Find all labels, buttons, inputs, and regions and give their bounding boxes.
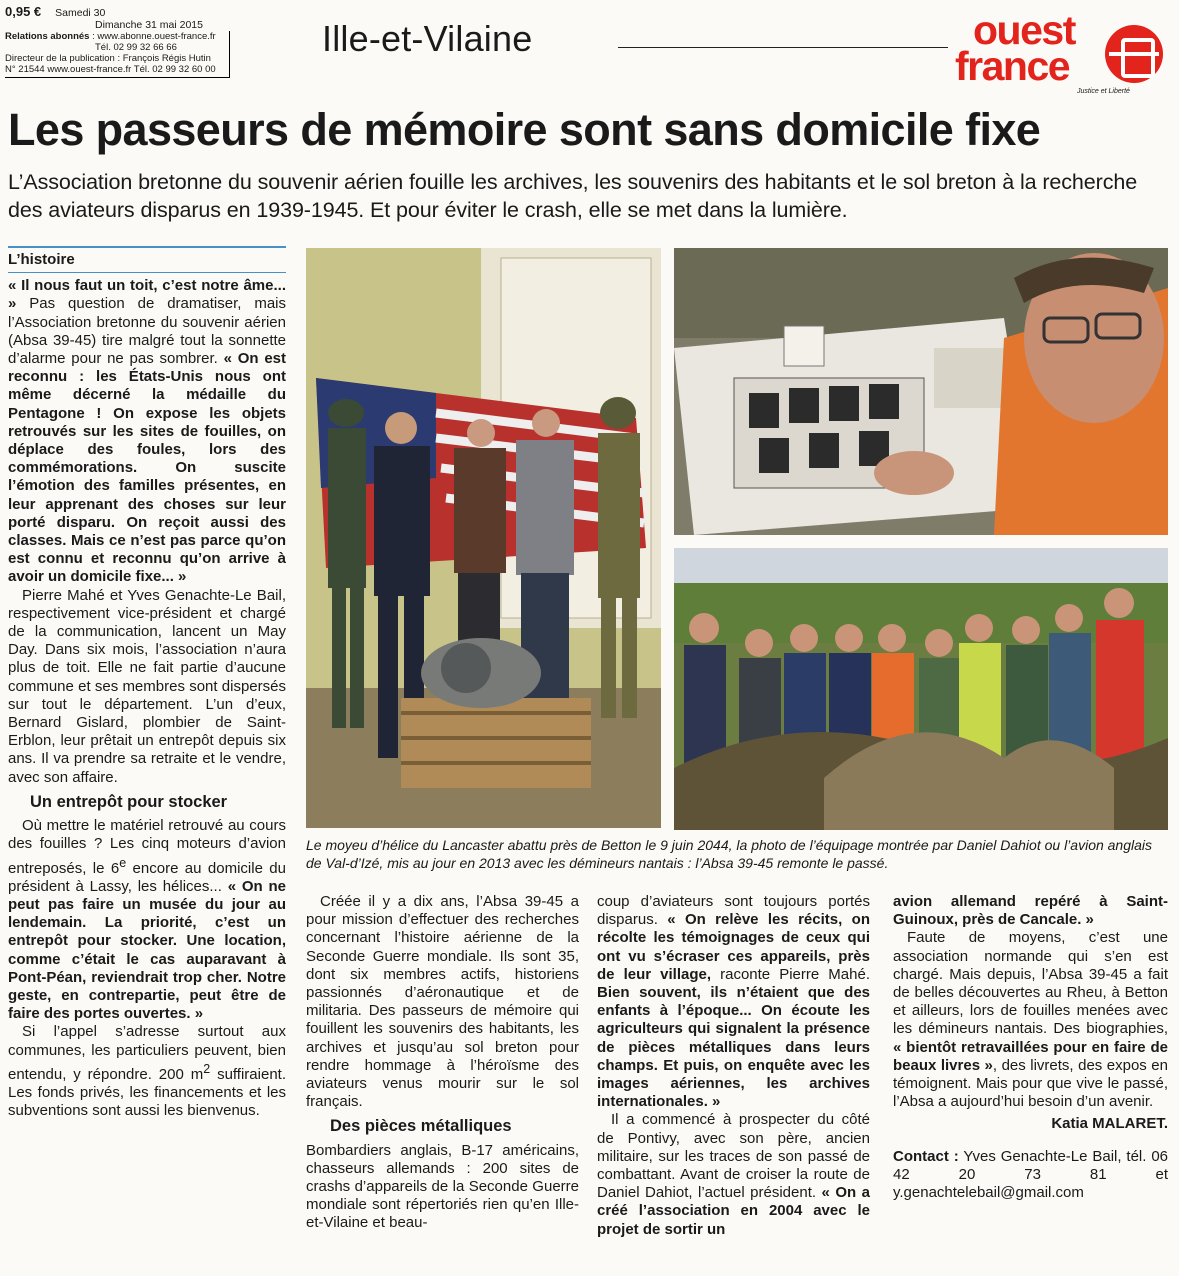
lead-paragraph: L’Association bretonne du souvenir aérien fouille les archives, les souvenirs des habitants et le sol breton à la recherche des aviateurs disparus en 1939-1945. Et pour éviter le crash, elle se met dans la lumière.: [8, 170, 1138, 222]
logo-word-ouest: ouest: [973, 7, 1075, 53]
col3-paragraph-2: Il a commencé à prospecter du côté de Pontivy, avec son père, ancien militaire, sur les traces de son passé de combattant. Avant de croiser la route de Daniel Dahiot, l’actuel président. « On a créé l’association en 2004 avec le projet de sortir un: [597, 1111, 870, 1238]
photo-caption: Le moyeu d’hélice du Lancaster abattu près de Betton le 9 juin 2044, la photo de l’équipage montrée par Daniel Dahiot ou l’avion anglais de Val-d’Izé, mis au jour en 2013 avec les démineurs nantais : l’Absa 39-45 remonte le passé.: [306, 837, 1153, 871]
logo-word-france: france: [955, 43, 1070, 89]
logo-motto: Justice et Liberté: [1077, 88, 1130, 95]
subscribers-tel: Tél. 02 99 32 66 66: [95, 42, 177, 53]
photo-deminers-group: [674, 548, 1168, 830]
date-line-1: Samedi 30: [55, 7, 106, 19]
photo-crew-picture: [674, 248, 1168, 535]
kicker: L’histoire: [8, 246, 286, 273]
subhead-entrepot: Un entrepôt pour stocker: [30, 792, 228, 811]
column-4: [893, 893, 1168, 1202]
section-rule: [618, 47, 948, 48]
col1-paragraph-2: Pierre Mahé et Yves Genachte-Le Bail, respectivement vice-président et chargé de la communication, lancent un May Day. Dans six mois, l’association n’aura plus de toit. Elle ne fait partie d’aucune commune et ses membres sont dispersés sur tout le département. L’un d’eux, Bernard Gislard, plombier de Saint-Erblon, leur prêtait un entrepôt depuis six ans. Il va prendre sa retraite et le vendre, avec son affaire.: [8, 586, 286, 786]
col4-paragraph-1: avion allemand repéré à Saint-Guinoux, près de Cancale. »: [893, 893, 1168, 929]
col1-paragraph-1: « Il nous faut un toit, c’est notre âme... » Pas question de dramatiser, mais l’Association bretonne du souvenir aérien (Absa 39-45) tire malgré tout la sonnette d’alarme pour ne pas sombrer. « On est reconnu : les États-Unis nous ont même décerné la médaille du Pentagone ! On expose les objets retrouvés sur les sites de fouilles, on déplace des foules, lors des commémorations. On suscite l’émotion des familles présentes, en leur apprenant des choses sur leur porté disparu. On reçoit aussi des classes. Mais ce n’est pas parce qu’on est connu et reconnu qu’on arrive à avoir un domicile fixe... »: [8, 277, 286, 586]
col4-paragraph-2: Faute de moyens, c’est une association normande qui s’en est chargé. Mais depuis, l’Absa 39-45 a fait de belles découvertes au Rheu, à Betton et ailleurs, lors de fouilles menées avec les démineurs nantais. Des biographies, « bientôt retravaillées pour en faire de beaux livres », des livrets, des expos en témoignent. Mais pour que vive le passé, l’Absa a aujourd’hui besoin d’un avenir.: [893, 929, 1168, 1111]
headline: Les passeurs de mémoire sont sans domicile fixe: [8, 104, 1041, 155]
col2-paragraph-1: Créée il y a dix ans, l’Absa 39-45 a pour mission d’effectuer des recherches concernant l’histoire aérienne de la Seconde Guerre mondiale. Ils sont 35, dont six membres actifs, historiens passionnés d’aéronautique et de militaria. Des passeurs de mémoire qui fouillent les souvenirs des habitants, les archives et jusqu’au sol breton pour rendre hommage à l’héroïsme des aviateurs venus mourir sur le sol français.: [306, 893, 579, 1111]
ouest-france-logo: [955, 8, 1170, 98]
col2-paragraph-2: Bombardiers anglais, B-17 américains, chasseurs allemands : 200 sites de crashs d’appareils de la Seconde Guerre mondiale sont répertoriés rien qu’en Ille-et-Vilaine et beau-: [306, 1141, 579, 1232]
column-1: [8, 246, 286, 1120]
subscriber-box: [5, 31, 230, 78]
logo-emblem-icon: [1105, 25, 1163, 83]
contact-info: Contact : Yves Genachte-Le Bail, tél. 06 42 20 73 81 et y.genachtelebail@gmail.com: [893, 1147, 1168, 1202]
column-2: [306, 893, 579, 1233]
section-title: Ille-et-Vilaine: [322, 18, 533, 59]
author-signature: Katia MALARET.: [1051, 1115, 1168, 1133]
photo-museum-group: [306, 248, 661, 828]
col3-paragraph-1: coup d’aviateurs sont toujours portés disparus. « On relève les récits, on récolte les témoignages de ceux qui ont vu s’écraser ces appareils, près de leur village, raconte Pierre Mahé. Bien souvent, ils n’étaient que des enfants à l’époque... On écoute les agriculteurs qui signalent la présence de pièces métalliques dans leurs champs. Et puis, on enquête avec les images aériennes, les archives internationales. »: [597, 893, 870, 1111]
column-3: [597, 893, 870, 1239]
subscribers-url[interactable]: : www.abonne.ouest-france.fr: [92, 31, 216, 42]
subhead-pieces: Des pièces métalliques: [330, 1117, 512, 1136]
publication-director: Directeur de la publication : François Régis Hutin: [5, 53, 211, 64]
date-line-2: Dimanche 31 mai 2015: [95, 18, 203, 31]
subscribers-label: Relations abonnés: [5, 31, 90, 42]
issue-number: N° 21544 www.ouest-france.fr Tél. 02 99 32 60 00: [5, 64, 216, 75]
col1-paragraph-3: Où mettre le matériel retrouvé au cours des fouilles ? Les cinq moteurs d’avion entreposés, le 6e encore au domicile du président à Lassy, les hélices... « On ne peut pas faire un musée du jour au lendemain. La priorité, c’est un entrepôt pour stocker. Une location, comme c’était le cas auparavant à Pont-Péan, reviendrait trop cher. Notre geste, en contrepartie, peut être de faire des portes ouvertes. »: [8, 817, 286, 1023]
price: 0,95 €: [5, 4, 42, 19]
masthead-info: [5, 6, 230, 92]
col1-paragraph-4: Si l’appel s’adresse surtout aux communes, les particuliers peuvent, bien entendu, y répondre. 200 $m^2$ suffiraient. Les fonds privés, les financements et les subventions sont aussi les bienvenus.: [8, 1023, 286, 1120]
